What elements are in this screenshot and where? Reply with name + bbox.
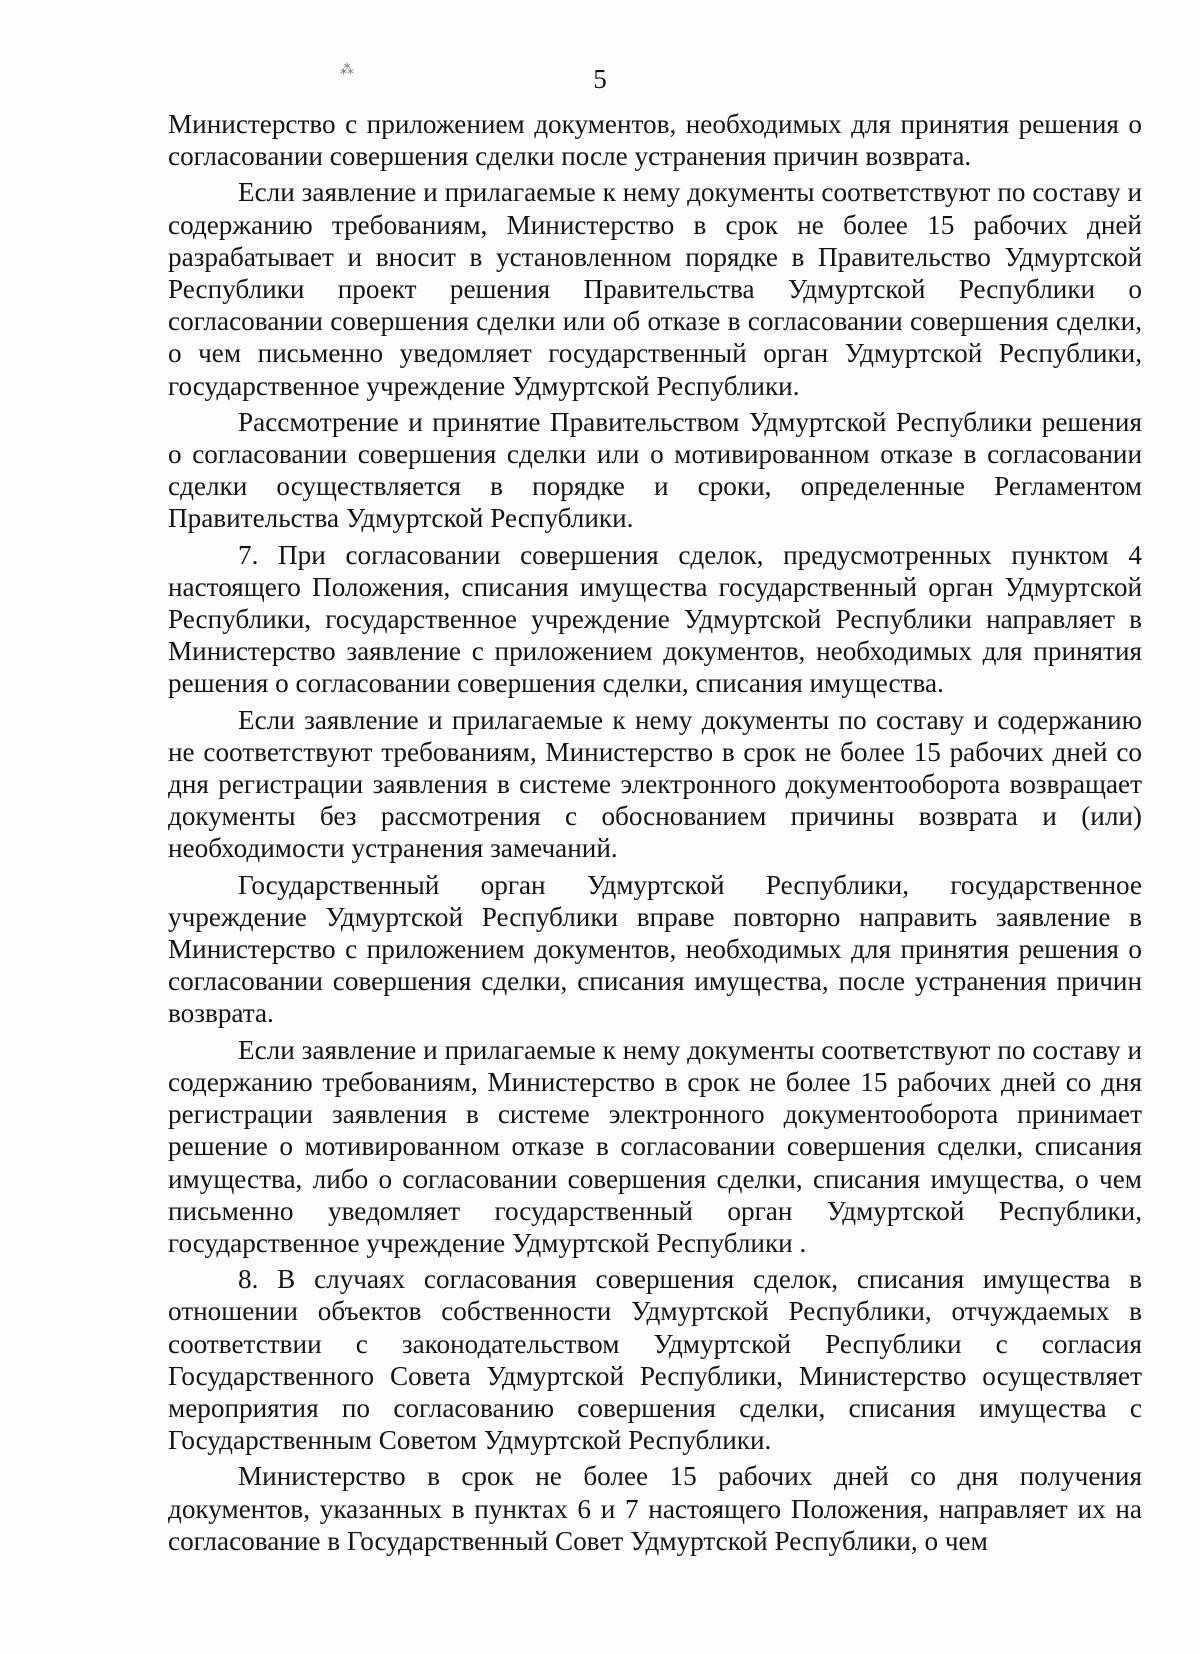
paragraph-government-review: Рассмотрение и принятие Правительством Удмуртской Республики решения о согласовании совершения сделки или о мотивированном отказе в согласовании сделки осуществляется в порядке и сроки, определенные Регламентом Правительства Удмуртской Республики. [168, 406, 1142, 534]
page-number: 5 [593, 64, 607, 94]
paragraph-item-7: 7. При согласовании совершения сделок, предусмотренных пунктом 4 настоящего Положения, списания имущества государственный орган Удмуртской Республики, государственное учреждение Удмуртской Республики направляет в Министерство заявление с приложением документов, необходимых для принятия решения о согласовании совершения сделки, списания имущества. [168, 539, 1142, 699]
paragraph-resubmission: Государственный орган Удмуртской Республики, государственное учреждение Удмуртской Республики вправе повторно направить заявление в Министерство с приложением документов, необходимых для принятия решения о согласовании совершения сделки, списания имущества, после устранения причин возврата. [168, 869, 1142, 1029]
paragraph-noncompliant-return: Если заявление и прилагаемые к нему документы по составу и содержанию не соответствуют требованиям, Министерство в срок не более 15 рабочих дней со дня регистрации заявления в системе электронного документооборота возвращает документы без рассмотрения с обоснованием причины возврата и (или) необходимости устранения замечаний. [168, 704, 1142, 864]
scan-artifact-icon: ⁂ [340, 62, 354, 78]
paragraph-compliant-submission: Если заявление и прилагаемые к нему документы соответствуют по составу и содержанию требованиям, Министерство в срок не более 15 рабочих дней разрабатывает и вносит в установленном порядке в Правительство Удмуртской Республики проект решения Правительства Удмуртской Республики о согласовании совершения сделки или об отказе в согласовании совершения сделки, о чем письменно уведомляет государственный орган Удмуртской Республики, государственное учреждение Удмуртской Республики. [168, 177, 1142, 401]
paragraph-item-8: 8. В случаях согласования совершения сделок, списания имущества в отношении объектов собственности Удмуртской Республики, отчуждаемых в соответствии с законодательством Удмуртской Республики с согласия Государственного Совета Удмуртской Республики, Министерство осуществляет мероприятия по согласованию совершения сделки, списания имущества с Государственным Советом Удмуртской Республики. [168, 1264, 1142, 1456]
paragraph-continuation: Министерство с приложением документов, необходимых для принятия решения о согласовании совершения сделки после устранения причин возврата. [168, 109, 1142, 172]
paragraph-state-council-submission: Министерство в срок не более 15 рабочих дней со дня получения документов, указанных в пунктах 6 и 7 настоящего Положения, направляет их на согласование в Государственный Совет Удмуртской Республики, о чем [168, 1461, 1142, 1556]
paragraph-ministry-decision: Если заявление и прилагаемые к нему документы соответствуют по составу и содержанию требованиям, Министерство в срок не более 15 рабочих дней со дня регистрации заявления в системе электронного документооборота принимает решение о мотивированном отказе в согласовании совершения сделки, списания имущества, либо о согласовании совершения сделки, списания имущества, о чем письменно уведомляет государственный орган Удмуртской Республики, государственное учреждение Удмуртской Республики . [168, 1034, 1142, 1258]
document-body [168, 108, 1142, 1561]
